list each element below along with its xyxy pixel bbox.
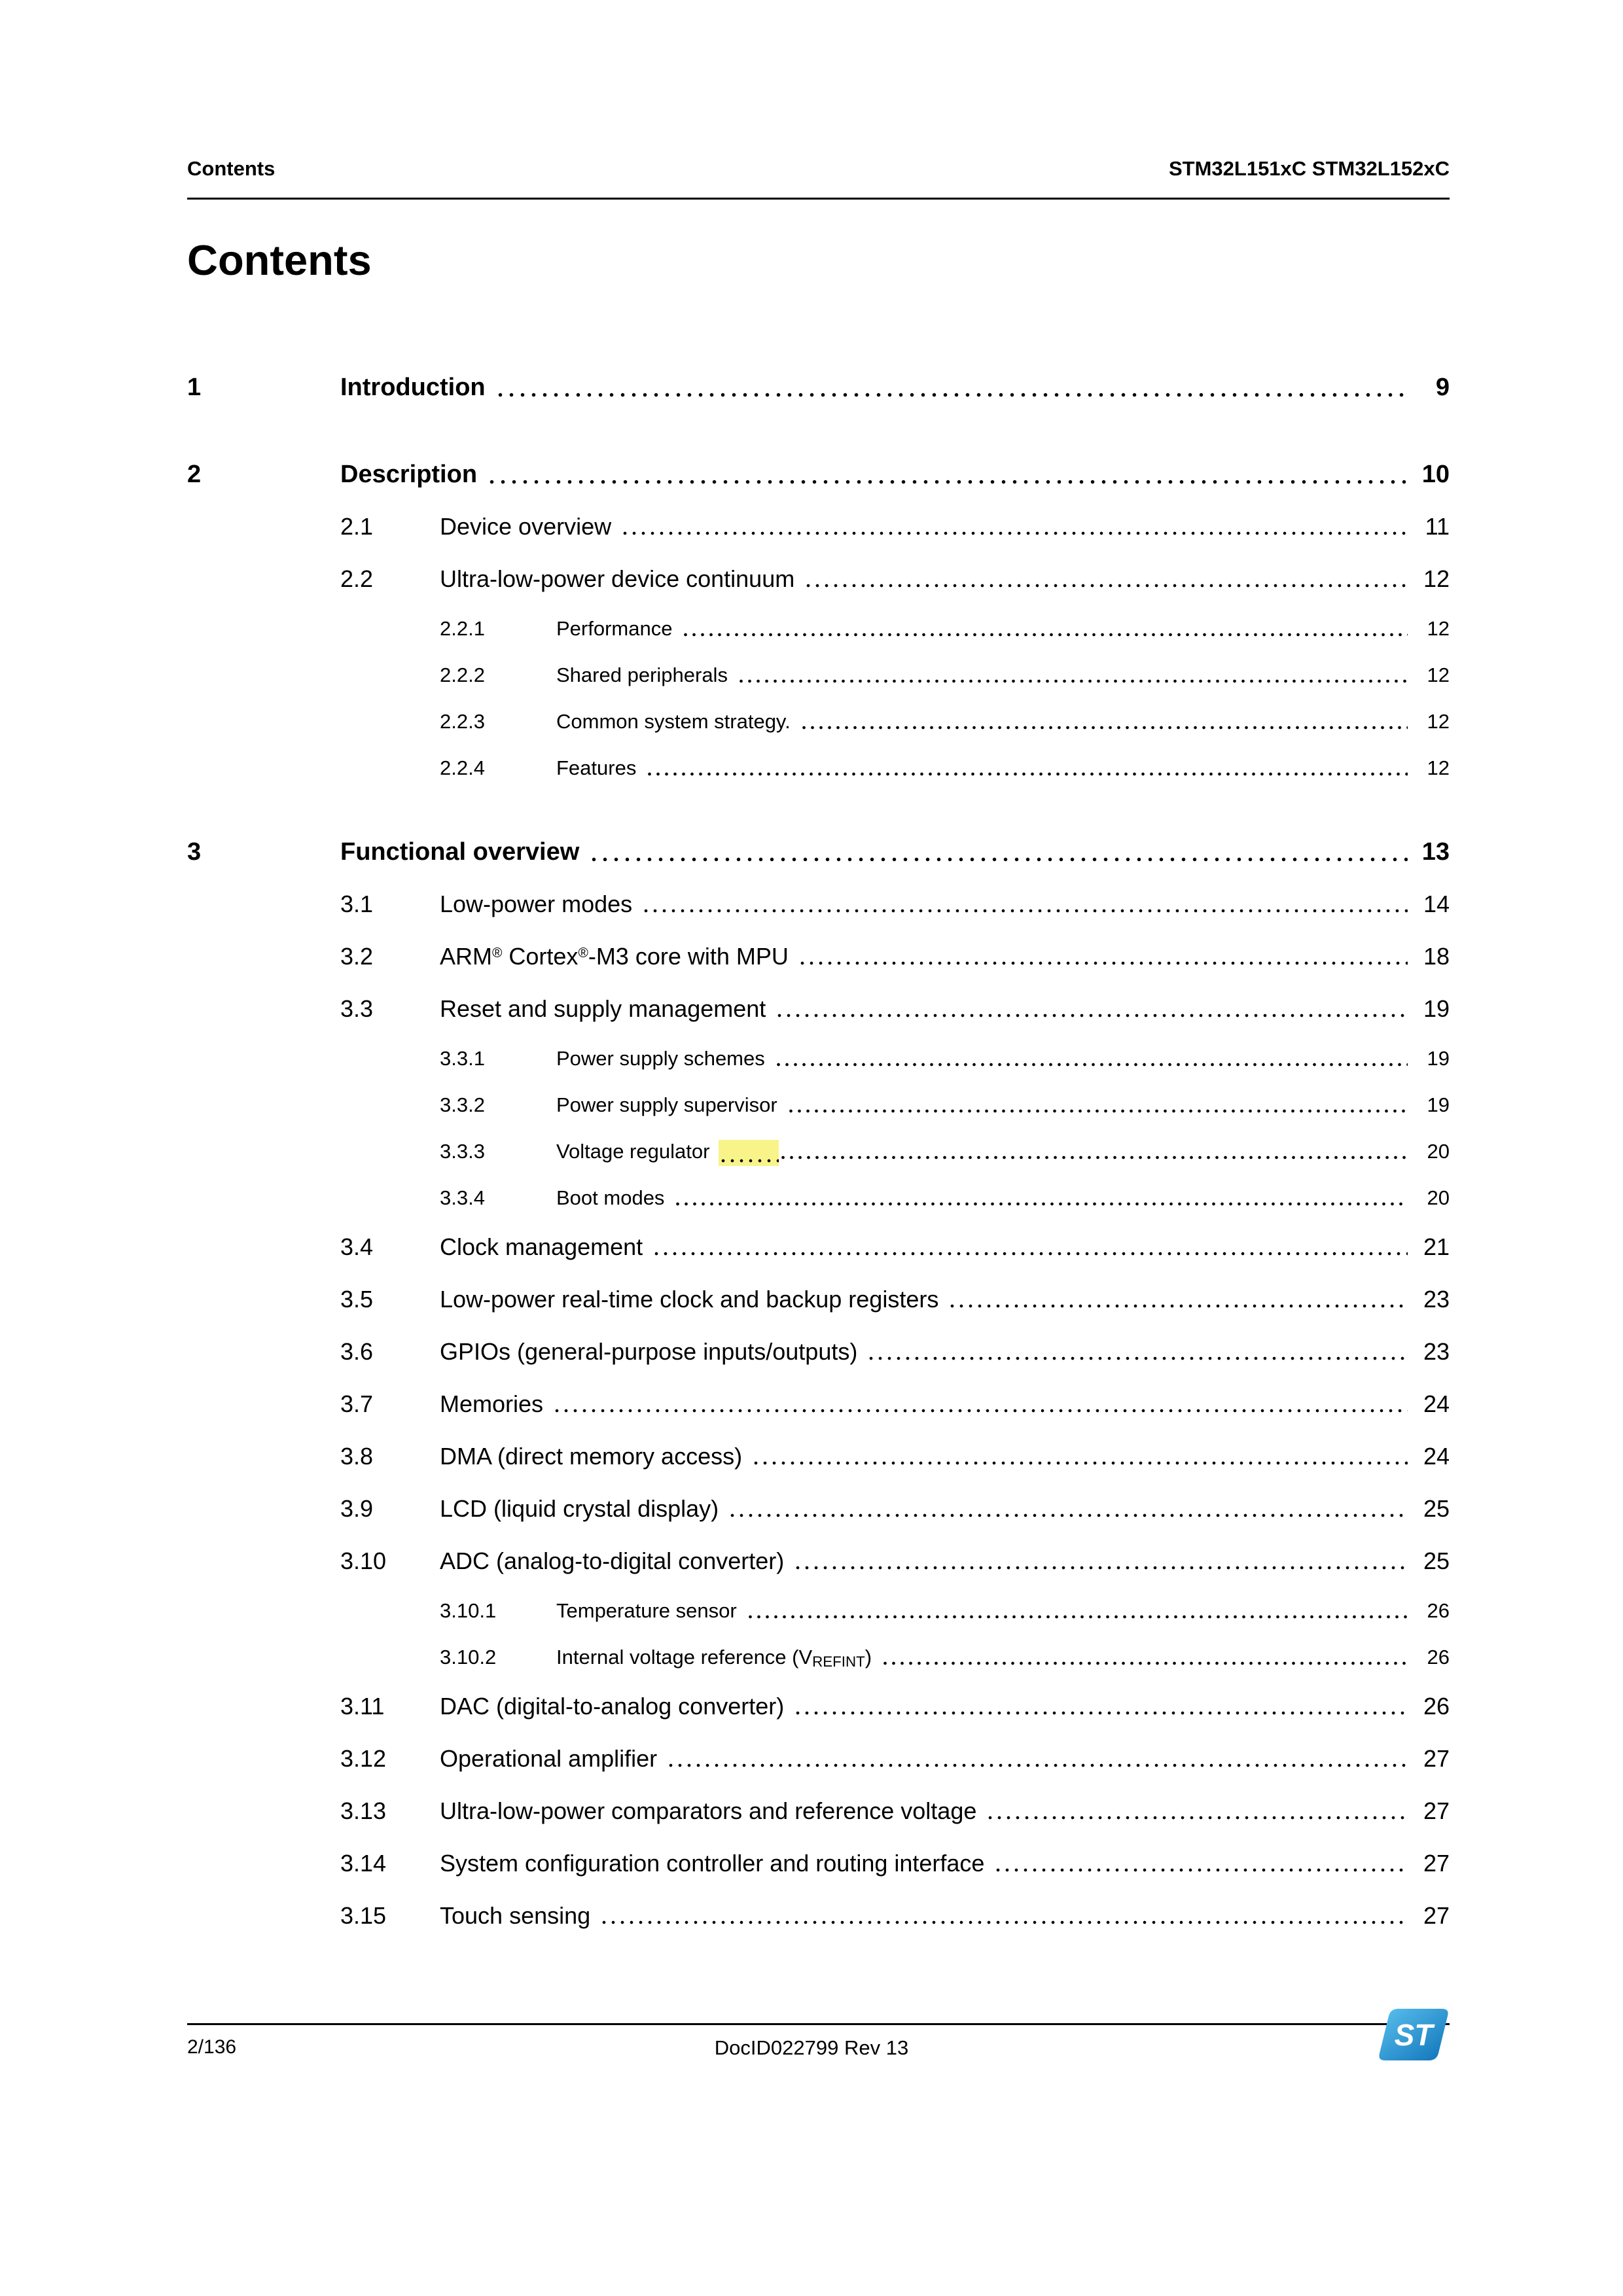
toc-entry-page: 12 bbox=[1427, 756, 1450, 779]
dot-leader bbox=[599, 1920, 1408, 1924]
toc-entry-page: 27 bbox=[1423, 1902, 1450, 1929]
toc-entry[interactable] bbox=[187, 1430, 1450, 1483]
toc-entry-number: 3.5 bbox=[340, 1286, 374, 1313]
toc-entry-number: 3.9 bbox=[340, 1495, 374, 1522]
toc-entry-number: 2.2.3 bbox=[440, 709, 485, 733]
toc-entry-page: 14 bbox=[1423, 891, 1450, 917]
footer-page-number: 2/136 bbox=[187, 2036, 237, 2058]
toc-entry-page: 26 bbox=[1427, 1598, 1450, 1622]
toc-entry-number: 3.3.4 bbox=[440, 1186, 485, 1209]
toc-entry[interactable] bbox=[187, 1378, 1450, 1430]
toc-entry-page: 21 bbox=[1423, 1233, 1450, 1260]
toc-entry-number: 3.10.1 bbox=[440, 1598, 497, 1622]
toc-entry-page: 27 bbox=[1423, 1797, 1450, 1824]
toc-entry[interactable] bbox=[187, 1587, 1450, 1634]
toc-entry-title: ADC (analog-to-digital converter) bbox=[440, 1547, 785, 1574]
toc-entry-page: 20 bbox=[1427, 1139, 1450, 1163]
toc-entry-number: 3.4 bbox=[340, 1233, 374, 1260]
toc-entry[interactable] bbox=[187, 878, 1450, 930]
dot-leader bbox=[737, 679, 1408, 683]
toc-entry-number: 3.12 bbox=[340, 1745, 387, 1772]
dot-leader bbox=[746, 1615, 1408, 1619]
toc-entry-number: 3.3.3 bbox=[440, 1139, 485, 1163]
toc-entry[interactable] bbox=[187, 605, 1450, 652]
toc-entry-title: Touch sensing bbox=[440, 1902, 591, 1929]
dot-leader bbox=[793, 1711, 1408, 1715]
toc-entry-number: 2 bbox=[187, 460, 202, 488]
toc-entry-number: 3.6 bbox=[340, 1338, 374, 1365]
toc-entry-number: 2.2.4 bbox=[440, 756, 485, 779]
toc-entry[interactable] bbox=[187, 1082, 1450, 1128]
toc-entry-page: 12 bbox=[1427, 709, 1450, 733]
toc-entry-title: Introduction bbox=[340, 373, 486, 401]
toc-entry[interactable] bbox=[187, 745, 1450, 791]
dot-leader bbox=[495, 393, 1408, 397]
toc-entry-page: 19 bbox=[1423, 995, 1450, 1022]
toc-entry-title: Ultra-low-power comparators and reference voltage bbox=[440, 1797, 977, 1824]
toc-entry-number: 3.15 bbox=[340, 1902, 387, 1929]
page-title: Contents bbox=[187, 236, 372, 284]
dot-leader bbox=[787, 1109, 1408, 1113]
toc-entry-title: Power supply schemes bbox=[556, 1046, 765, 1070]
toc-entry[interactable] bbox=[187, 652, 1450, 698]
dot-leader bbox=[645, 772, 1408, 776]
toc-entry[interactable] bbox=[187, 1680, 1450, 1733]
page-header bbox=[187, 157, 1450, 200]
dot-leader bbox=[486, 480, 1408, 484]
toc-entry[interactable] bbox=[187, 1785, 1450, 1837]
toc-entry-title: Low-power real-time clock and backup registers bbox=[440, 1286, 939, 1313]
dot-leader bbox=[641, 909, 1408, 913]
toc-entry-title: System configuration controller and routing interface bbox=[440, 1850, 985, 1877]
toc-entry-number: 3.11 bbox=[340, 1693, 385, 1720]
toc-entry-title: DMA (direct memory access) bbox=[440, 1443, 743, 1470]
dot-leader bbox=[775, 1014, 1408, 1017]
toc-entry-page: 24 bbox=[1423, 1390, 1450, 1417]
toc-entry-title: Reset and supply management bbox=[440, 995, 766, 1022]
toc-entry-number: 2.2 bbox=[340, 565, 374, 592]
toc-entry[interactable] bbox=[187, 1326, 1450, 1378]
toc-entry-number: 3.3.2 bbox=[440, 1093, 485, 1116]
toc-entry[interactable] bbox=[187, 1733, 1450, 1785]
dot-leader bbox=[866, 1356, 1408, 1360]
toc-entry[interactable] bbox=[187, 1273, 1450, 1326]
toc-entry-page: 11 bbox=[1425, 513, 1450, 540]
toc-entry-title: Performance bbox=[556, 616, 673, 640]
toc-entry-page: 10 bbox=[1421, 460, 1450, 488]
toc-entry-page: 26 bbox=[1427, 1645, 1450, 1669]
dot-leader bbox=[804, 584, 1408, 588]
toc-entry-page: 12 bbox=[1423, 565, 1450, 592]
toc-entry-page: 27 bbox=[1423, 1850, 1450, 1877]
toc-entry-title: GPIOs (general-purpose inputs/outputs) bbox=[440, 1338, 858, 1365]
toc-entry-title: Boot modes bbox=[556, 1186, 665, 1209]
dot-leader bbox=[751, 1461, 1408, 1465]
toc-entry-title: Voltage regulator bbox=[556, 1139, 710, 1163]
toc-entry-number: 3.7 bbox=[340, 1390, 374, 1417]
toc-entry-title: Operational amplifier bbox=[440, 1745, 658, 1772]
toc-entry[interactable] bbox=[187, 1128, 1450, 1174]
toc-entry-number: 3.14 bbox=[340, 1850, 387, 1877]
toc-entry[interactable] bbox=[187, 1035, 1450, 1082]
dot-leader bbox=[666, 1763, 1408, 1767]
toc-entry-page: 25 bbox=[1423, 1495, 1450, 1522]
toc-entry-title: Internal voltage reference $(V_{REFINT})$ bbox=[556, 1645, 872, 1670]
toc-entry-number: 3.13 bbox=[340, 1797, 387, 1824]
dot-leader bbox=[774, 1063, 1408, 1067]
toc-entry[interactable] bbox=[187, 501, 1450, 553]
toc-entry-page: 23 bbox=[1423, 1338, 1450, 1365]
toc-entry[interactable] bbox=[187, 1634, 1450, 1680]
dot-leader bbox=[800, 726, 1408, 730]
toc-entry[interactable] bbox=[187, 361, 1450, 414]
toc-entry-number: 2.2.1 bbox=[440, 616, 485, 640]
toc-entry[interactable] bbox=[187, 983, 1450, 1035]
toc-entry-page: 19 bbox=[1427, 1093, 1450, 1116]
toc-entry-number: 3.8 bbox=[340, 1443, 374, 1470]
dot-leader bbox=[728, 1513, 1408, 1517]
toc-entry-number: 3.10 bbox=[340, 1547, 387, 1574]
toc-entry-title: Power supply supervisor bbox=[556, 1093, 777, 1116]
footer-doc-id: DocID022799 Rev 13 bbox=[714, 2036, 909, 2059]
toc-entry-title: Clock management bbox=[440, 1233, 643, 1260]
toc-entry[interactable] bbox=[187, 448, 1450, 501]
toc-entry-number: 3.10.2 bbox=[440, 1645, 497, 1669]
toc-entry-title: Features bbox=[556, 756, 637, 779]
dot-leader bbox=[681, 633, 1408, 637]
dot-leader bbox=[673, 1202, 1408, 1206]
toc-entry-number: 3 bbox=[187, 838, 202, 866]
dot-leader bbox=[881, 1661, 1408, 1665]
search-highlight bbox=[719, 1140, 779, 1166]
toc-entry-number: 3.3.1 bbox=[440, 1046, 485, 1070]
toc-entry[interactable] bbox=[187, 826, 1450, 878]
dot-leader bbox=[620, 531, 1408, 535]
toc-entry-number: 3.1 bbox=[340, 891, 374, 917]
toc-entry[interactable] bbox=[187, 1890, 1450, 1942]
dot-leader bbox=[993, 1868, 1408, 1872]
dot-leader bbox=[793, 1566, 1408, 1570]
toc-entry-title: DAC (digital-to-analog converter) bbox=[440, 1693, 785, 1720]
dot-leader bbox=[588, 857, 1408, 862]
toc-entry-title: Shared peripherals bbox=[556, 663, 728, 686]
toc-entry[interactable] bbox=[187, 1535, 1450, 1587]
toc-entry[interactable] bbox=[187, 698, 1450, 745]
toc-entry-page: 9 bbox=[1435, 373, 1450, 401]
toc-entry-page: 25 bbox=[1423, 1547, 1450, 1574]
dot-leader bbox=[798, 961, 1408, 965]
dot-leader bbox=[652, 1252, 1408, 1256]
toc-entry[interactable] bbox=[187, 1483, 1450, 1535]
toc-entry-page: 27 bbox=[1423, 1745, 1450, 1772]
toc-entry-page: 18 bbox=[1423, 943, 1450, 970]
toc-entry[interactable] bbox=[187, 553, 1450, 605]
toc-entry-page: 24 bbox=[1423, 1443, 1450, 1470]
toc-entry-title: Temperature sensor bbox=[556, 1598, 737, 1622]
dot-leader bbox=[779, 1156, 1408, 1159]
toc-entry-page: 20 bbox=[1427, 1186, 1450, 1209]
dot-leader bbox=[552, 1409, 1408, 1413]
toc-entry-title: Low-power modes bbox=[440, 891, 633, 917]
st-logo-letters: ST bbox=[1394, 2018, 1433, 2052]
footer-divider bbox=[187, 2023, 1450, 2025]
toc-entry-title: Memories bbox=[440, 1390, 544, 1417]
toc-entry-number: 2.2.2 bbox=[440, 663, 485, 686]
toc-entry-title: Common system strategy. bbox=[556, 709, 791, 733]
header-part-numbers: STM32L151xC STM32L152xC bbox=[1168, 157, 1450, 180]
toc-entry-page: 12 bbox=[1427, 616, 1450, 640]
toc-entry-number: 3.2 bbox=[340, 943, 374, 970]
st-logo bbox=[1374, 2005, 1452, 2065]
toc-entry-number: 3.3 bbox=[340, 995, 374, 1022]
toc-entry-title: ARM® Cortex®-M3 core with MPU bbox=[440, 943, 789, 970]
dot-leader bbox=[948, 1304, 1408, 1308]
toc-entry-number: 1 bbox=[187, 373, 202, 401]
toc-entry[interactable] bbox=[187, 930, 1450, 983]
toc-list bbox=[187, 361, 1450, 1942]
toc-entry-page: 26 bbox=[1423, 1693, 1450, 1720]
toc-entry-title: Functional overview bbox=[340, 838, 580, 866]
toc-entry-title: LCD (liquid crystal display) bbox=[440, 1495, 719, 1522]
dot-leader bbox=[986, 1816, 1408, 1820]
toc-entry[interactable] bbox=[187, 1174, 1450, 1221]
toc-entry-title: Device overview bbox=[440, 513, 612, 540]
toc-entry-page: 19 bbox=[1427, 1046, 1450, 1070]
toc-entry[interactable] bbox=[187, 1837, 1450, 1890]
toc-entry-number: 2.1 bbox=[340, 513, 374, 540]
toc-entry[interactable] bbox=[187, 1221, 1450, 1273]
header-section-label: Contents bbox=[187, 157, 276, 180]
toc-entry-page: 13 bbox=[1421, 838, 1450, 866]
toc-entry-title: Ultra-low-power device continuum bbox=[440, 565, 795, 592]
toc-entry-title: Description bbox=[340, 460, 478, 488]
toc-entry-page: 23 bbox=[1423, 1286, 1450, 1313]
toc-entry-page: 12 bbox=[1427, 663, 1450, 686]
